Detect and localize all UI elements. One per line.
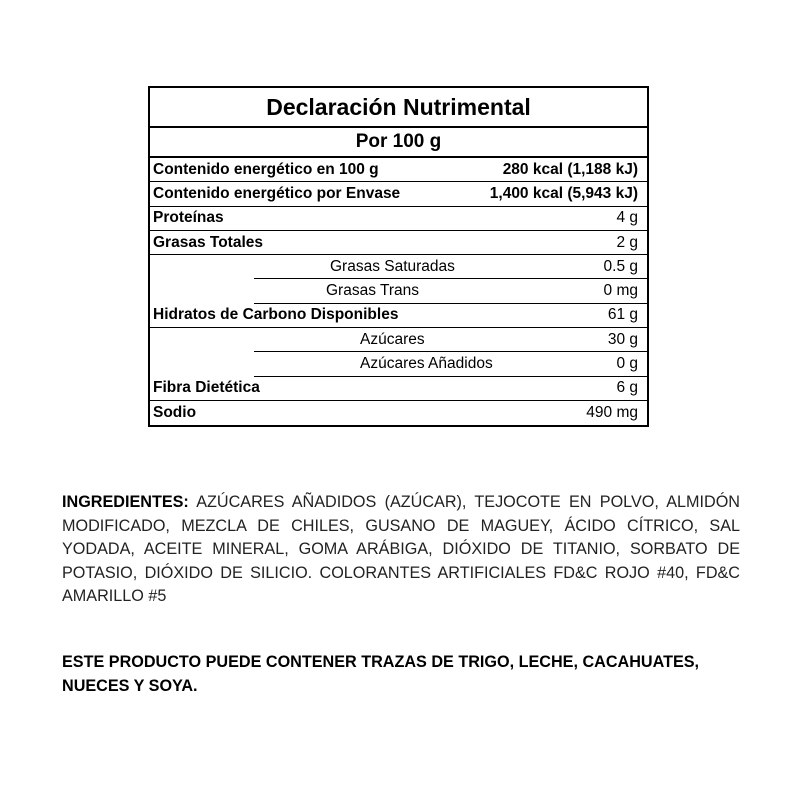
nutrient-value: 280 kcal (1,188 kJ) [502,160,638,178]
nutrient-label: Grasas Totales [153,233,263,251]
nutrient-label: Azúcares [360,330,425,348]
nutrient-label: Azúcares Añadidos [360,355,493,373]
nutrient-row-trans-fat [254,279,647,303]
nutrient-row-fiber [150,377,647,401]
panel-subtitle: Por 100 g [150,128,647,158]
nutrient-label: Grasas Saturadas [330,257,455,275]
nutrient-label: Sodio [153,404,197,422]
nutrient-label: Hidratos de Carbono Disponibles [153,306,399,324]
ingredients-heading: INGREDIENTES: [62,493,189,511]
panel-title: Declaración Nutrimental [150,88,647,128]
nutrient-value: 1,400 kcal (5,943 kJ) [489,184,638,202]
nutrient-label: Fibra Dietética [153,379,260,397]
nutrient-row-energy-package [150,182,647,206]
nutrient-row-sugars [254,328,647,352]
nutrient-row-added-sugars [254,352,647,376]
nutrient-row-carbohydrates [150,304,647,328]
nutrient-value: 4 g [616,209,638,227]
nutrition-facts-panel [148,86,649,427]
ingredients-list: AZÚCARES AÑADIDOS (AZÚCAR), TEJOCOTE EN POLVO, ALMIDÓN MODIFICADO, MEZCLA DE CHILES, GUSANO DE MAGUEY, ÁCIDO CÍTRICO, SAL YODADA, ACEITE MINERAL, GOMA ARÁBIGA, DIÓXIDO DE TITANIO, SORBATO DE POTASIO, DIÓXIDO DE SILICIO. COLORANTES ARTIFICIALES FD&C ROJO #40, FD&C AMARILLO #5 [62,493,740,605]
nutrient-label: Grasas Trans [326,282,420,300]
nutrient-row-sodium [150,401,647,425]
nutrient-row-total-fat [150,231,647,255]
nutrient-value: 6 g [616,379,638,397]
nutrient-value: 61 g [607,306,638,324]
nutrient-label: Proteínas [153,209,224,227]
ingredients-paragraph [62,491,740,609]
nutrient-label: Contenido energético en 100 g [153,160,379,178]
allergen-notice: ESTE PRODUCTO PUEDE CONTENER TRAZAS DE TRIGO, LECHE, CACAHUATES, NUECES Y SOYA. [62,653,700,695]
nutrient-row-saturated-fat [254,255,647,279]
nutrient-value: 0 g [616,355,638,373]
nutrient-label: Contenido energético por Envase [153,184,401,202]
nutrient-value: 30 g [607,330,638,348]
nutrient-value: 490 mg [586,404,638,422]
nutrient-value: 0 mg [603,282,638,300]
nutrient-row-energy-100g [150,158,647,182]
nutrient-value: 2 g [616,233,638,251]
nutrient-value: 0.5 g [603,257,638,275]
nutrient-row-proteins [150,207,647,231]
